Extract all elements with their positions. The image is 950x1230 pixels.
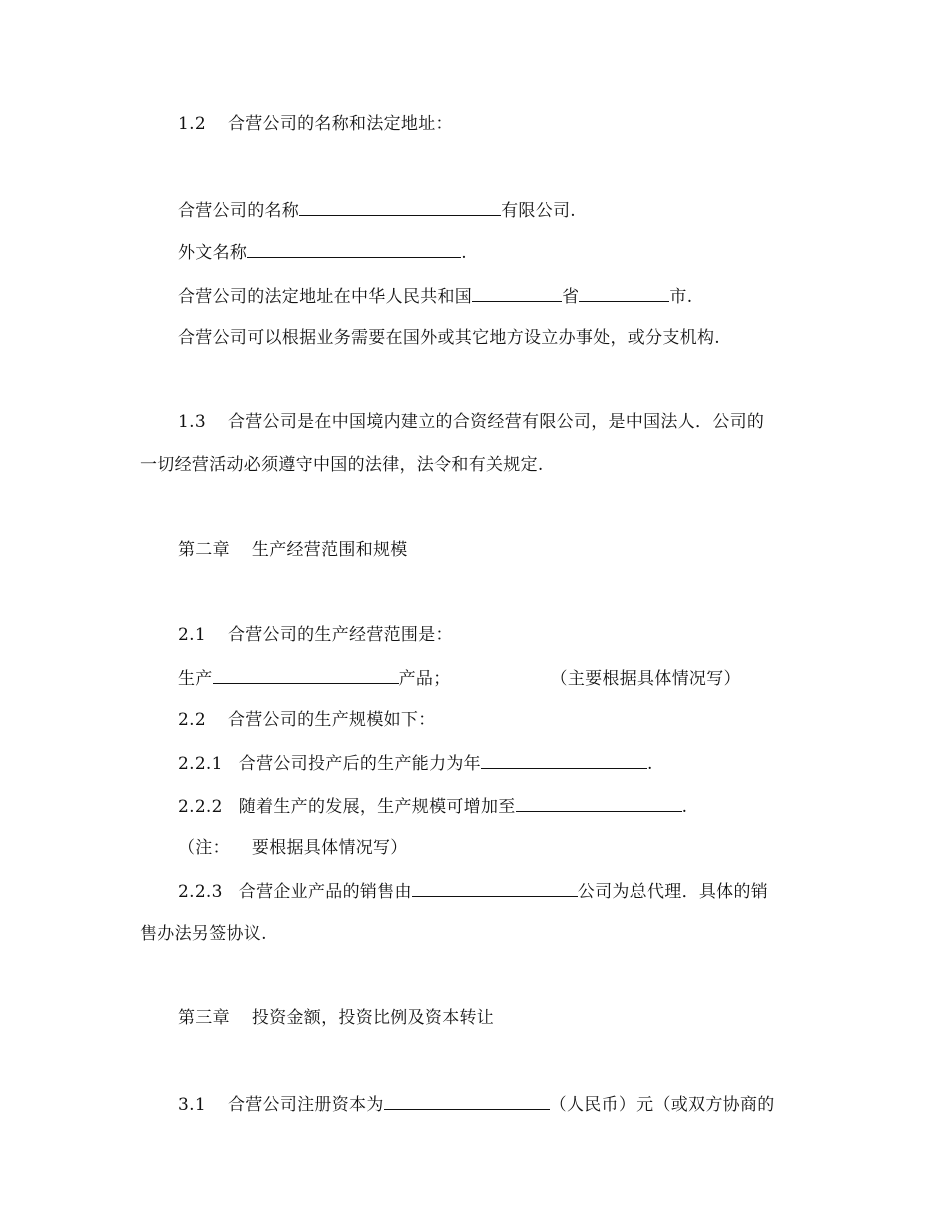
body-text: （人民币）元（或双方协商的: [549, 1095, 775, 1115]
section-1-3-line-1: [178, 410, 764, 434]
label-text: 外文名称: [178, 243, 248, 263]
blank-field: [299, 198, 501, 216]
branch-office-line: [178, 326, 720, 350]
section-3-1-line: [178, 1092, 775, 1117]
note-text: 要根据具体情况写）: [251, 838, 408, 858]
label-text: 合营公司的名称: [178, 201, 300, 221]
body-text: 合营公司投产后的生产能力为年: [238, 754, 481, 774]
foreign-name-line: [178, 240, 467, 265]
blank-field: [384, 1092, 550, 1110]
section-2-2-3-line-2: [140, 922, 267, 946]
blank-field: [412, 879, 578, 897]
blank-field: [516, 794, 682, 812]
body-text: 合营公司注册资本为: [227, 1095, 384, 1115]
product-text: 产品；: [398, 669, 451, 689]
body-text: 公司为总代理．具体的销: [577, 882, 769, 902]
suffix-text: .: [681, 797, 688, 817]
section-number: 1.3: [178, 412, 206, 432]
section-number: 2.2.3: [178, 882, 223, 902]
chapter-title: 投资金额，投资比例及资本转让: [251, 1008, 495, 1028]
label-text: 合营公司的法定地址在中华人民共和国: [178, 287, 473, 307]
province-text: 省: [562, 287, 580, 307]
body-text: 合营企业产品的销售由: [238, 882, 412, 902]
city-text: 市.: [669, 287, 693, 307]
section-2-2-3-line-1: [178, 879, 768, 904]
note-open: （注：: [178, 838, 230, 858]
blank-field: [247, 240, 461, 258]
body-text: 随着生产的发展，生产规模可增加至: [238, 797, 516, 817]
body-text: 合营公司的生产经营范围是：: [227, 625, 453, 645]
body-text: 合营公司的生产规模如下：: [227, 710, 436, 730]
section-number: 2.2: [178, 710, 206, 730]
blank-field-province: [472, 284, 562, 302]
section-1-3-line-2: [140, 453, 544, 477]
note-text: （主要根据具体情况写）: [550, 669, 741, 689]
chapter-2-heading: [178, 538, 408, 562]
section-number: 1.2: [178, 114, 206, 134]
company-name-line: [178, 198, 576, 223]
chapter-title: 生产经营范围和规模: [251, 540, 408, 560]
section-2-2-2-line: [178, 794, 687, 819]
suffix-text: 有限公司.: [501, 201, 577, 221]
blank-field: [213, 666, 399, 684]
blank-field-city: [579, 284, 669, 302]
section-2-2-1-line: [178, 751, 653, 776]
section-number: 2.1: [178, 625, 206, 645]
blank-field: [481, 751, 647, 769]
label-text: 生产: [178, 669, 213, 689]
body-text: 合营公司是在中国境内建立的合资经营有限公司，是中国法人．公司的: [227, 412, 765, 432]
legal-address-line: [178, 284, 692, 309]
chapter-label: 第三章: [178, 1008, 230, 1028]
note-line: [178, 836, 408, 860]
section-2-2-line: [178, 708, 436, 732]
section-2-1-line: [178, 623, 453, 647]
section-1-2-heading: [178, 112, 453, 136]
suffix-text: .: [461, 243, 467, 263]
chapter-label: 第二章: [178, 540, 230, 560]
section-number: 3.1: [178, 1095, 206, 1115]
section-title: 合营公司的名称和法定地址：: [227, 114, 453, 134]
production-line: [178, 666, 741, 691]
body-text: 合营公司可以根据业务需要在国外或其它地方设立办事处，或分支机构.: [178, 328, 721, 348]
suffix-text: .: [646, 754, 653, 774]
chapter-3-heading: [178, 1006, 494, 1030]
body-text: 售办法另签协议.: [140, 924, 267, 944]
section-number: 2.2.2: [178, 797, 223, 817]
body-text: 一切经营活动必须遵守中国的法律，法令和有关规定.: [140, 455, 544, 475]
section-number: 2.2.1: [178, 754, 223, 774]
